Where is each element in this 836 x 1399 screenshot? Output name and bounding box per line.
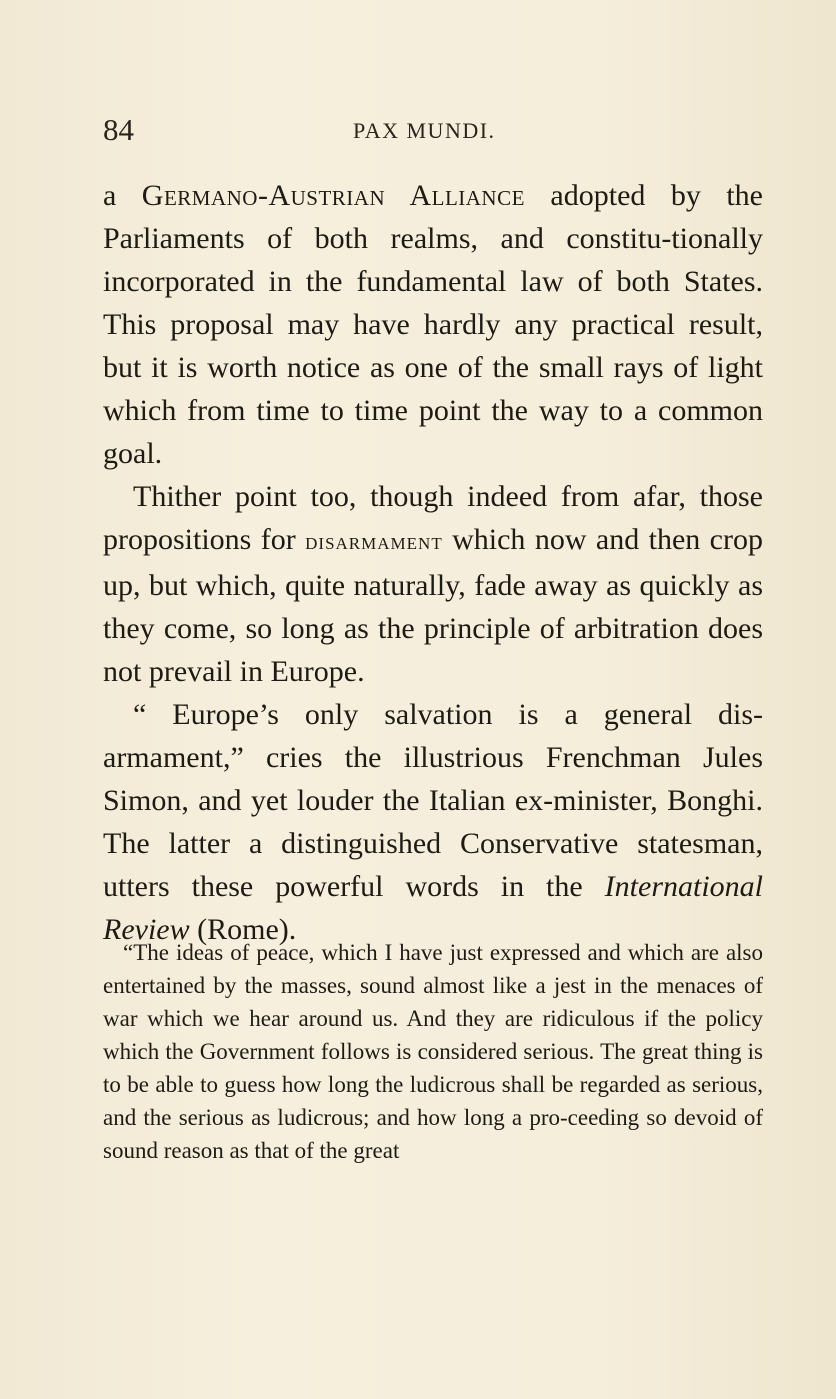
paragraph-3-italic: International Review bbox=[103, 870, 763, 946]
paragraph-3-before: “ Europe’s only salvation is a general dis-armament,” cries the illustrious Frenchman Jules Simon, and yet louder the Italian ex-minister, Bonghi. The latter a distinguished Conservative statesman, utters these powerful words in the bbox=[103, 698, 763, 903]
page-header bbox=[103, 112, 763, 152]
block-quote: “The ideas of peace, which I have just expressed and which are also entertained by the masses, sound almost like a jest in the menaces of war which we hear around us. And they are ridiculous if the policy which the Government follows is considered serious. The great thing is to be able to guess how long the ludicrous shall be regarded as serious, and the serious as ludicrous; and how long a pro-ceeding so devoid of sound reason as that of the great bbox=[103, 940, 763, 1163]
paragraph-3 bbox=[103, 693, 763, 951]
paragraph-1-lead: a bbox=[103, 179, 142, 212]
paragraph-2 bbox=[103, 475, 763, 693]
running-head: PAX MUNDI. bbox=[353, 118, 496, 143]
page-number: 84 bbox=[103, 112, 134, 147]
paragraph-3-after: (Rome). bbox=[189, 913, 297, 946]
body-text bbox=[103, 174, 763, 951]
paragraph-1-smallcaps: Germano-Austrian Alliance bbox=[141, 179, 525, 212]
paragraph-1-text: adopted by the Parliaments of both realms, and constitu-tionally incorporated in the fundamental law of both States. This proposal may have hardly any practical result, but it is worth notice as one of the small rays of light which from time to time point the way to a common goal. bbox=[103, 179, 763, 470]
paragraph-2-after: which now and then crop up, but which, quite naturally, fade away as quickly as they come, so long as the principle of arbitration does not prevail in Europe. bbox=[103, 523, 763, 688]
paragraph-2-before: Thither point too, though indeed from afar, those propositions for bbox=[103, 480, 763, 556]
paragraph-1 bbox=[103, 174, 763, 475]
paragraph-2-smallcaps: disarmament bbox=[305, 529, 443, 555]
